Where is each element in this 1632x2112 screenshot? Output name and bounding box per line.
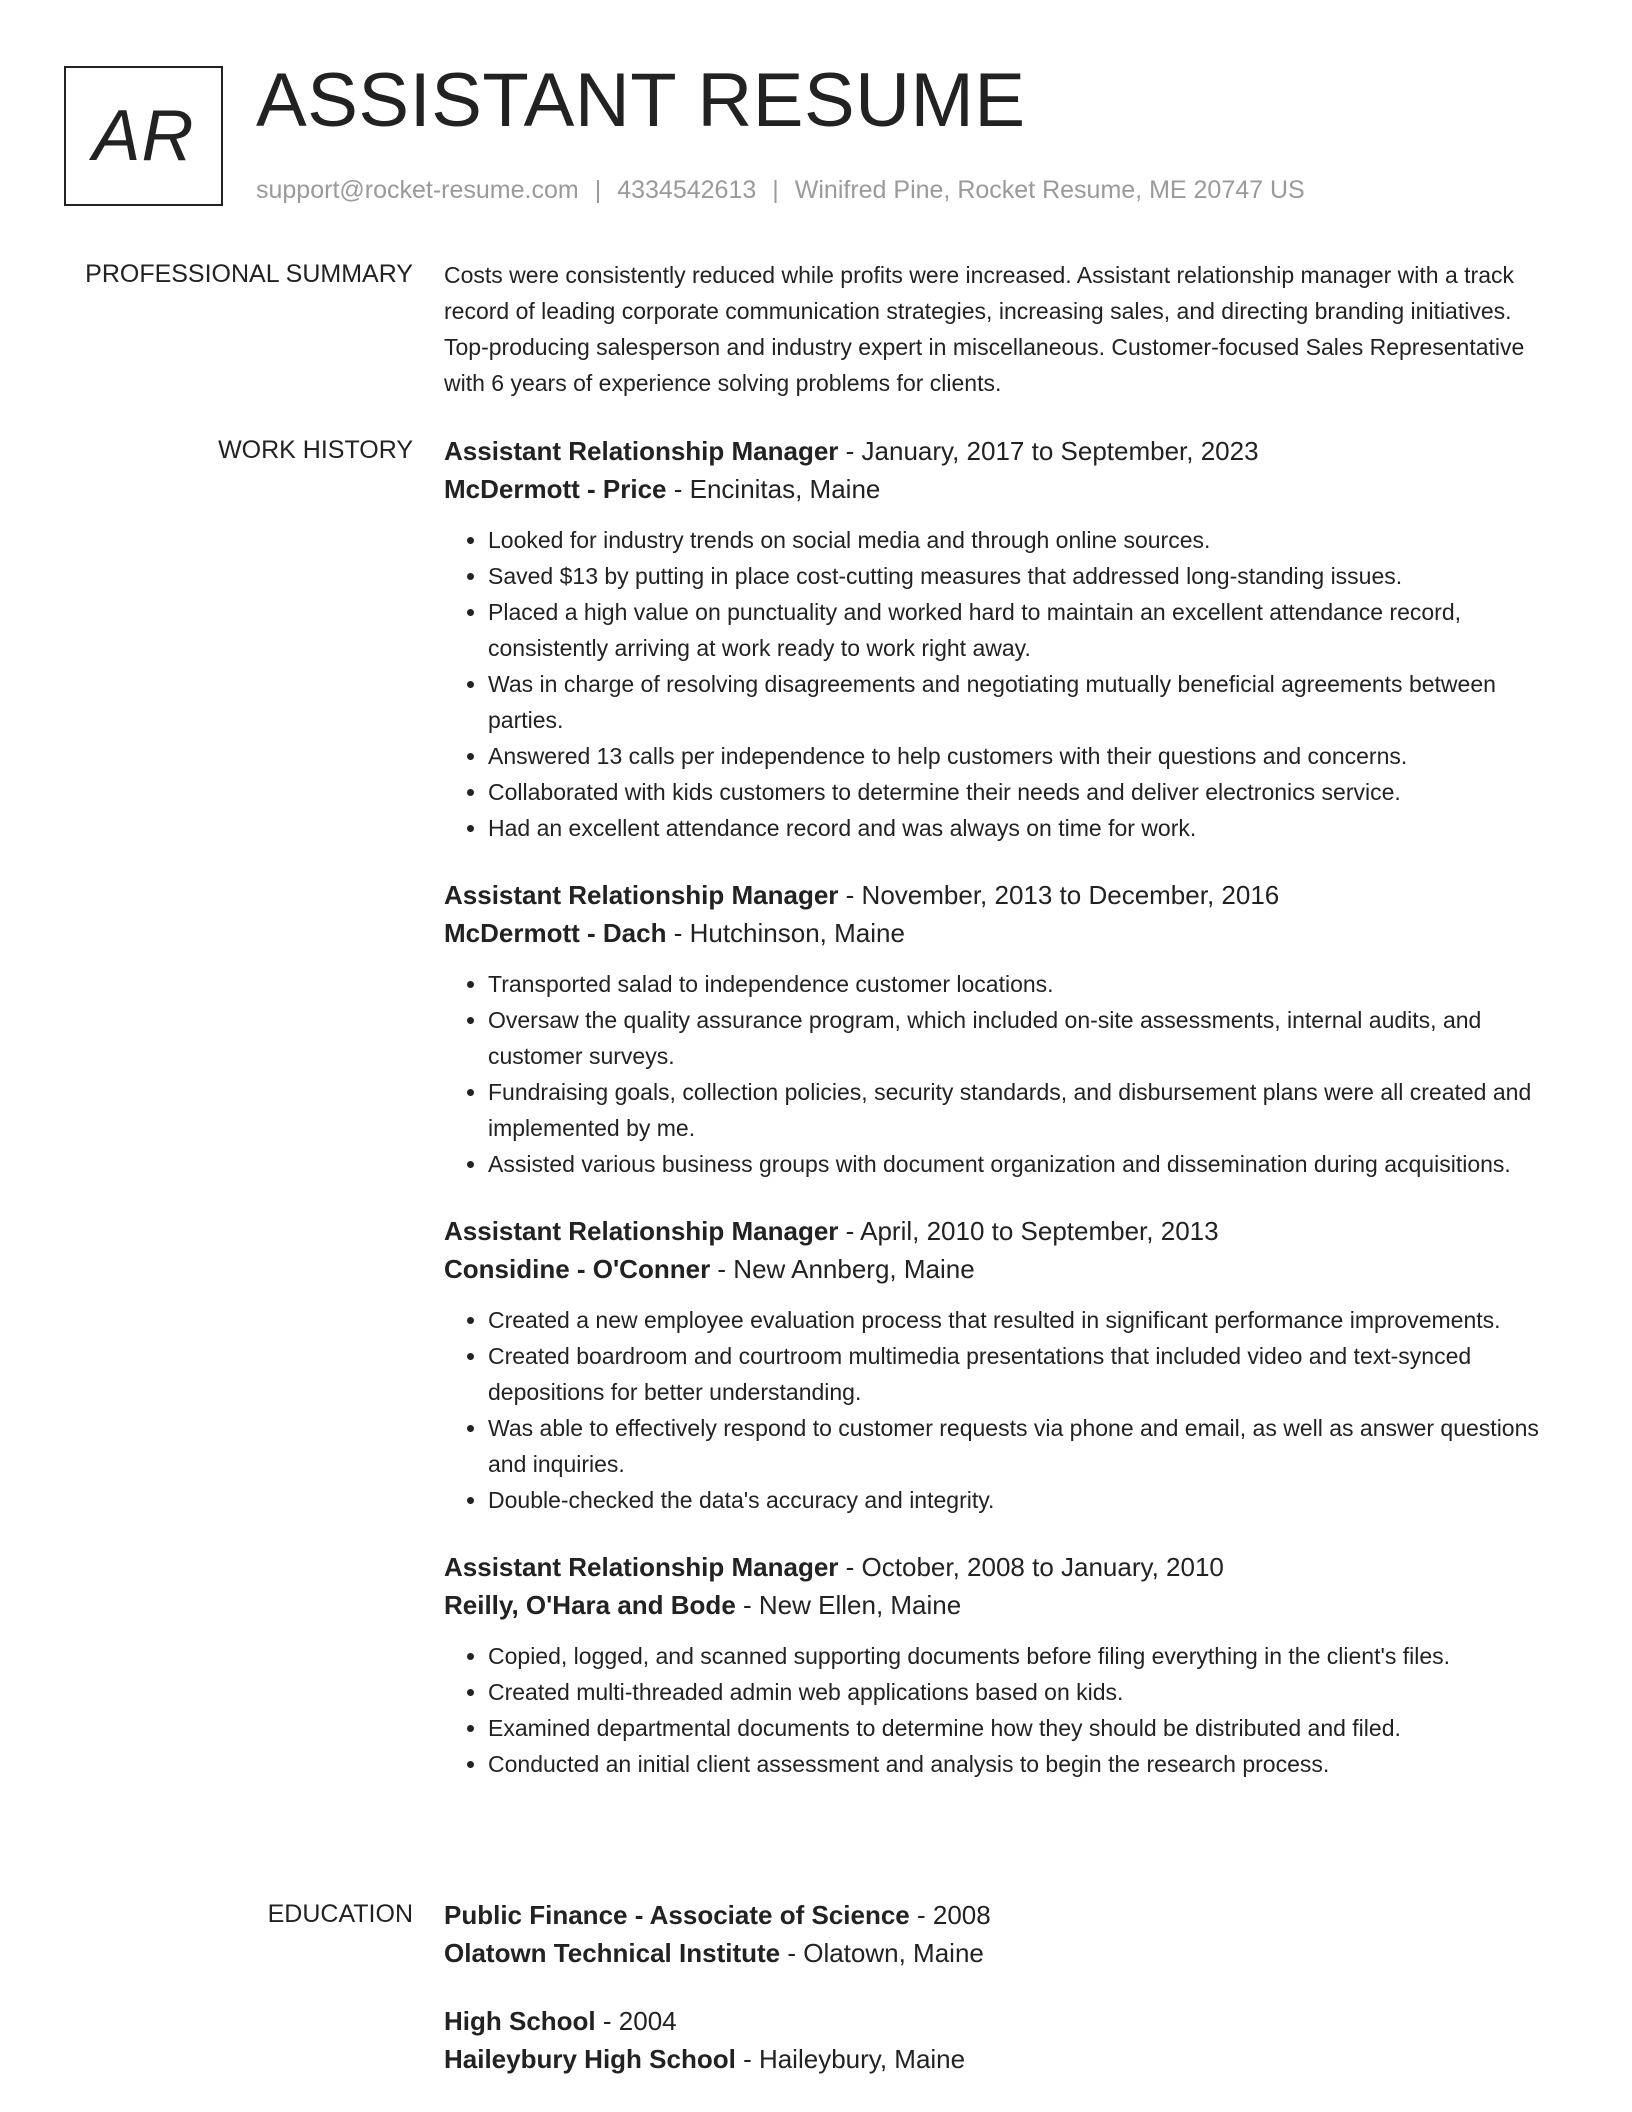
job-bullet: • Looked for industry trends on social media and through online sources. [488, 522, 1554, 558]
education-school-line [444, 1934, 1554, 1972]
education-degree: High School [444, 2006, 596, 2036]
education-location: - Haileybury, Maine [743, 2044, 966, 2074]
section-label-work-history: WORK HISTORY [218, 436, 413, 464]
contact-line [256, 174, 1305, 206]
job-bullet: • Collaborated with kids customers to determine their needs and deliver electronics service. [488, 774, 1554, 810]
job-dates: - November, 2013 to December, 2016 [845, 880, 1280, 910]
job-company: McDermott - Dach [444, 918, 667, 948]
monogram-badge [64, 66, 223, 206]
education-degree-line [444, 2002, 1554, 2040]
education-year: - 2008 [916, 1900, 991, 1930]
job-title: Assistant Relationship Manager [444, 880, 839, 910]
job-location: - Encinitas, Maine [673, 474, 881, 504]
education-entry [444, 2002, 1554, 2078]
job-entry [444, 432, 1554, 846]
job-bullet: • Was able to effectively respond to customer requests via phone and email, as well as answer questions and inquiries. [488, 1410, 1554, 1482]
section-label-summary: PROFESSIONAL SUMMARY [85, 260, 413, 288]
work-history-section [444, 432, 1554, 1812]
contact-email: support@rocket-resume.com [256, 176, 579, 204]
job-bullet: • Conducted an initial client assessment and analysis to begin the research process. [488, 1746, 1554, 1782]
job-title-line [444, 1212, 1554, 1250]
job-entry [444, 1212, 1554, 1518]
job-location: - New Ellen, Maine [743, 1590, 962, 1620]
contact-separator: | [594, 176, 602, 204]
job-company: Considine - O'Conner [444, 1254, 711, 1284]
job-bullet: • Had an excellent attendance record and was always on time for work. [488, 810, 1554, 846]
contact-address: Winifred Pine, Rocket Resume, ME 20747 US [794, 176, 1305, 204]
job-title-line [444, 876, 1554, 914]
job-bullets [444, 522, 1554, 846]
job-bullet: • Fundraising goals, collection policies, security standards, and disbursement plans were all created and implemented by me. [488, 1074, 1554, 1146]
job-bullet: • Oversaw the quality assurance program, which included on-site assessments, internal audits, and customer surveys. [488, 1002, 1554, 1074]
job-entry [444, 1548, 1554, 1782]
job-title: Assistant Relationship Manager [444, 1216, 839, 1246]
job-bullet: • Transported salad to independence customer locations. [488, 966, 1554, 1002]
education-degree: Public Finance - Associate of Science [444, 1900, 910, 1930]
job-company-line [444, 1586, 1554, 1624]
job-title: Assistant Relationship Manager [444, 436, 839, 466]
job-bullet: • Double-checked the data's accuracy and integrity. [488, 1482, 1554, 1518]
job-title-line [444, 432, 1554, 470]
contact-separator: | [772, 176, 779, 204]
summary-section [444, 257, 1554, 401]
section-label-education: EDUCATION [267, 1900, 413, 1928]
job-dates: - April, 2010 to September, 2013 [845, 1216, 1219, 1246]
job-bullet: • Copied, logged, and scanned supporting documents before filing everything in the client's files. [488, 1638, 1554, 1674]
job-location: - New Annberg, Maine [717, 1254, 975, 1284]
job-entry [444, 876, 1554, 1182]
job-bullet: • Saved $13 by putting in place cost-cutting measures that addressed long-standing issues. [488, 558, 1554, 594]
job-bullets [444, 966, 1554, 1182]
job-dates: - January, 2017 to September, 2023 [845, 436, 1259, 466]
education-location: - Olatown, Maine [787, 1938, 984, 1968]
contact-phone: 4334542613 [617, 176, 757, 204]
resume-title: ASSISTANT RESUME [256, 58, 1026, 143]
job-title-line [444, 1548, 1554, 1586]
monogram-text: AR [92, 96, 195, 176]
job-title: Assistant Relationship Manager [444, 1552, 839, 1582]
education-school-line [444, 2040, 1554, 2078]
education-year: - 2004 [602, 2006, 677, 2036]
job-bullet: • Was in charge of resolving disagreements and negotiating mutually beneficial agreements between parties. [488, 666, 1554, 738]
job-bullets [444, 1302, 1554, 1518]
job-company: McDermott - Price [444, 474, 667, 504]
education-school: Olatown Technical Institute [444, 1938, 781, 1968]
job-company-line [444, 470, 1554, 508]
job-bullet: • Created multi-threaded admin web applications based on kids. [488, 1674, 1554, 1710]
summary-text: Costs were consistently reduced while profits were increased. Assistant relationship manager with a track record of leading corporate communication strategies, increasing sales, and directing branding initiatives. Top-producing salesperson and industry expert in miscellaneous. Customer-focused Sales Representative with 6 years of experience solving problems for clients. [444, 262, 1525, 396]
education-school: Haileybury High School [444, 2044, 736, 2074]
job-location: - Hutchinson, Maine [673, 918, 905, 948]
job-bullets [444, 1638, 1554, 1782]
job-company: Reilly, O'Hara and Bode [444, 1590, 736, 1620]
job-bullet: • Assisted various business groups with document organization and dissemination during acquisitions. [488, 1146, 1554, 1182]
job-bullet: • Answered 13 calls per independence to help customers with their questions and concerns. [488, 738, 1554, 774]
job-bullet: • Examined departmental documents to determine how they should be distributed and filed. [488, 1710, 1554, 1746]
job-company-line [444, 1250, 1554, 1288]
job-bullet: • Created boardroom and courtroom multimedia presentations that included video and text-synced depositions for better understanding. [488, 1338, 1554, 1410]
education-section [444, 1896, 1554, 2108]
job-dates: - October, 2008 to January, 2010 [845, 1552, 1224, 1582]
education-degree-line [444, 1896, 1554, 1934]
job-bullet: • Placed a high value on punctuality and worked hard to maintain an excellent attendance record, consistently arriving at work ready to work right away. [488, 594, 1554, 666]
education-entry [444, 1896, 1554, 1972]
job-company-line [444, 914, 1554, 952]
job-bullet: • Created a new employee evaluation process that resulted in significant performance improvements. [488, 1302, 1554, 1338]
